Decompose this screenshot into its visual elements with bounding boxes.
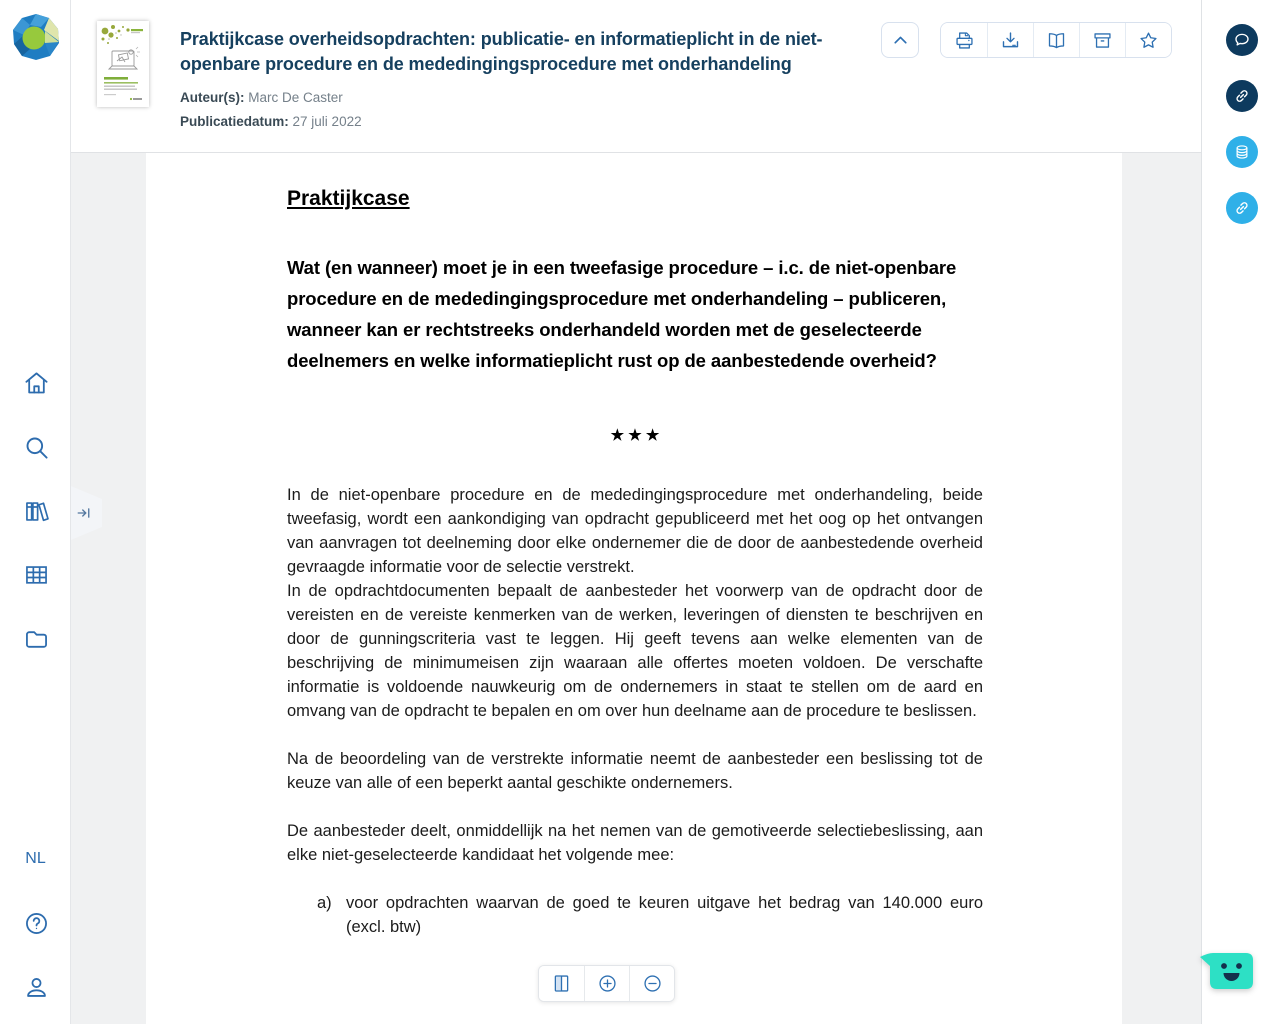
search-icon[interactable] — [21, 432, 51, 462]
library-icon[interactable] — [21, 496, 51, 526]
account-icon[interactable] — [21, 972, 51, 1002]
document-page — [146, 153, 1122, 1024]
list-marker: a) — [317, 894, 332, 912]
print-button[interactable] — [941, 23, 987, 57]
download-icon — [1000, 30, 1021, 51]
zoom-out-icon — [642, 973, 663, 994]
grid-icon[interactable] — [21, 560, 51, 590]
share-link-button[interactable] — [1226, 192, 1258, 224]
comments-button[interactable] — [1226, 24, 1258, 56]
doc-body — [287, 483, 983, 939]
citation-link-button[interactable] — [1226, 80, 1258, 112]
chevron-up-icon — [890, 30, 911, 51]
document-header — [71, 0, 1201, 153]
zoom-in-button[interactable] — [584, 966, 629, 1001]
author-value: Marc De Caster — [248, 90, 343, 105]
language-selector[interactable]: NL — [25, 850, 46, 867]
expand-panel-arrow-icon — [76, 504, 94, 522]
right-sidebar — [1201, 0, 1280, 1024]
document-thumbnail — [97, 21, 149, 107]
doc-question: Wat (en wanneer) moet je in een tweefasige procedure – i.c. de niet-openbare procedure en de mededingingsprocedure met onderhandeling – publiceren, wanneer kan er rechtstreeks onderhandeld worden met de geselecteerde deelnemers en welke informatieplicht rust op de aanbestedende overheid? — [287, 257, 957, 371]
viewer-area — [71, 153, 1201, 1024]
doc-heading: Praktijkcase — [287, 187, 410, 210]
two-page-view-icon — [551, 973, 572, 994]
document-author — [180, 90, 343, 105]
print-icon — [954, 30, 975, 51]
archive-button[interactable] — [1079, 23, 1125, 57]
date-label: Publicatiedatum: — [180, 114, 289, 129]
zoom-out-button[interactable] — [629, 966, 674, 1001]
home-icon[interactable] — [21, 368, 51, 398]
date-value: 27 juli 2022 — [292, 114, 362, 129]
author-label: Auteur(s): — [180, 90, 245, 105]
book-open-icon — [1046, 30, 1067, 51]
database-icon — [1233, 143, 1251, 161]
download-button[interactable] — [987, 23, 1033, 57]
doc-paragraph: De aanbesteder deelt, onmiddellijk na het nemen van de gemotiveerde selectiebeslissing, aan elke niet-geselecteerde kandidaat het volgende mee: — [287, 822, 983, 864]
chat-launcher-button[interactable] — [1197, 950, 1255, 992]
document-actions-toolbar — [940, 22, 1172, 58]
chat-bubble-icon — [1233, 31, 1251, 49]
page-view-toolbar — [538, 965, 675, 1002]
link-icon — [1233, 87, 1251, 105]
help-icon[interactable] — [21, 908, 51, 938]
brand-logo-icon[interactable] — [12, 13, 60, 61]
document-title: Praktijkcase overheidsopdrachten: publicatie- en informatieplicht in de niet-openbare procedure en de mededingingsprocedure met onderhandeling — [180, 29, 823, 74]
zoom-in-icon — [597, 973, 618, 994]
collapse-header-button[interactable] — [881, 22, 919, 58]
favorite-button[interactable] — [1125, 23, 1171, 57]
doc-separator: ★ ★ ★ — [610, 427, 660, 444]
star-icon — [1138, 30, 1159, 51]
folder-icon[interactable] — [21, 624, 51, 654]
document-date — [180, 114, 362, 129]
archive-box-icon — [1092, 30, 1113, 51]
doc-paragraph: Na de beoordeling van de verstrekte informatie neemt de aanbesteder een beslissing tot de keuze van alle of een beperkt aantal geschikte ondernemers. — [287, 750, 983, 792]
list-text: voor opdrachten waarvan de goed te keuren uitgave het bedrag van 140.000 euro (excl. btw) — [346, 894, 983, 936]
database-button[interactable] — [1226, 136, 1258, 168]
smiley-chat-bubble-icon — [1197, 950, 1255, 992]
link-icon — [1233, 199, 1251, 217]
doc-paragraph: In de opdrachtdocumenten bepaalt de aanbesteder het voorwerp van de opdracht door de vereisten en de vereiste kenmerken van de werken, leveringen of diensten te beschrijven en door de gunningscriteria vast te leggen. Hij geeft tevens aan welke elementen van de beschrijving de minimumeisen zijn waaraan alle offertes moeten voldoen. De verschafte informatie is voldoende nauwkeurig om de ondernemers in staat te stellen om de aard en omvang van de opdracht te bepalen en om over hun deelname aan de procedure te beslissen. — [287, 582, 983, 720]
doc-list-item — [287, 891, 983, 939]
reading-view-button[interactable] — [1033, 23, 1079, 57]
two-page-view-button[interactable] — [539, 966, 584, 1001]
left-sidebar — [0, 0, 71, 1024]
doc-paragraph: In de niet-openbare procedure en de mededingingsprocedure met onderhandeling, beide tweefasig, wordt een aankondiging van opdracht gepubliceerd met het oog op het ontvangen van aanvragen tot deelneming door elke ondernemer die de door de aanbestedende overheid gevraagde informatie voor de selectie verstrekt. — [287, 486, 983, 576]
